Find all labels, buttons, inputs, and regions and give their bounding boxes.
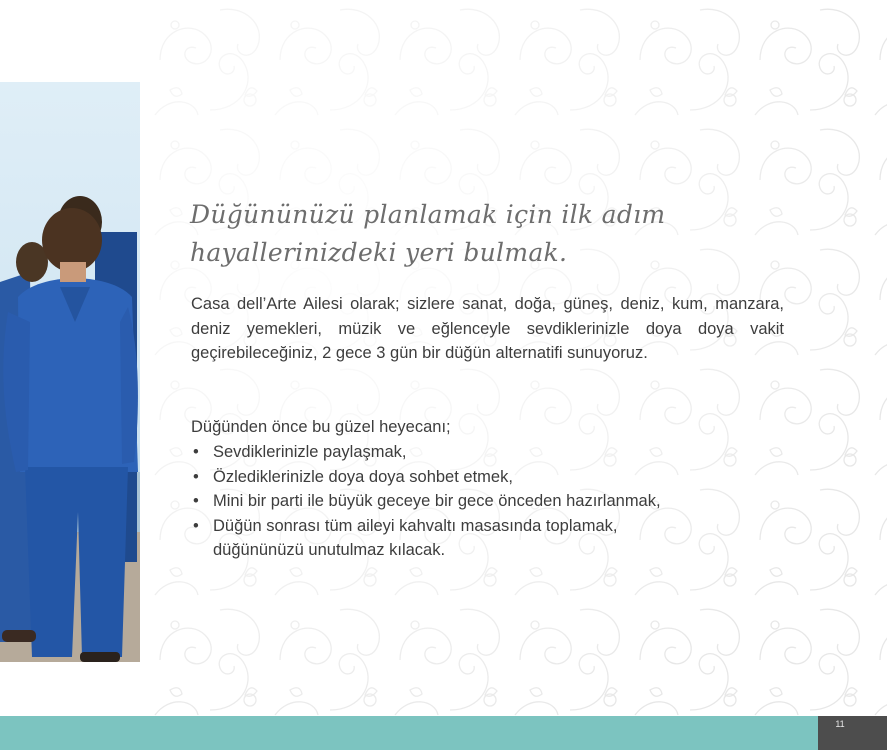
last-bullet-line-1: • Düğün sonrası tüm aileyi kahvaltı masasında toplamak,	[213, 516, 618, 535]
list-item: • Sevdiklerinizle paylaşmak,	[191, 440, 791, 465]
benefits-list	[191, 440, 791, 563]
groomsmen-illustration	[0, 82, 140, 662]
list-item: • Mini bir parti ile büyük geceye bir gece önceden hazırlanmak,	[191, 489, 791, 514]
heading-line-1: Düğününüzü planlamak için ilk adım	[190, 200, 666, 229]
intro-paragraph: Casa dell’Arte Ailesi olarak; sizlere sanat, doğa, güneş, deniz, kum, manzara, deniz yemekleri, müzik ve eğlenceyle sevdiklerinizle doya doya vakit geçirebileceğiniz, 2 gece 3 gün bir düğün alternatifi sunuyoruz.	[191, 295, 784, 362]
list-item: • Özlediklerinizle doya doya sohbet etmek,	[191, 465, 791, 490]
last-bullet-line-2: düğününüzü unutulmaz kılacak.	[213, 541, 446, 559]
page-heading	[190, 196, 750, 272]
list-item	[191, 514, 791, 563]
groomsmen-photo	[0, 82, 140, 662]
page-number-box	[818, 716, 887, 750]
page-number: 11	[835, 719, 845, 729]
heading-line-2: hayallerinizdeki yeri bulmak.	[190, 238, 568, 267]
list-lead-text: Düğünden önce bu güzel heyecanı;	[191, 418, 451, 436]
footer-accent-bar	[0, 716, 818, 750]
